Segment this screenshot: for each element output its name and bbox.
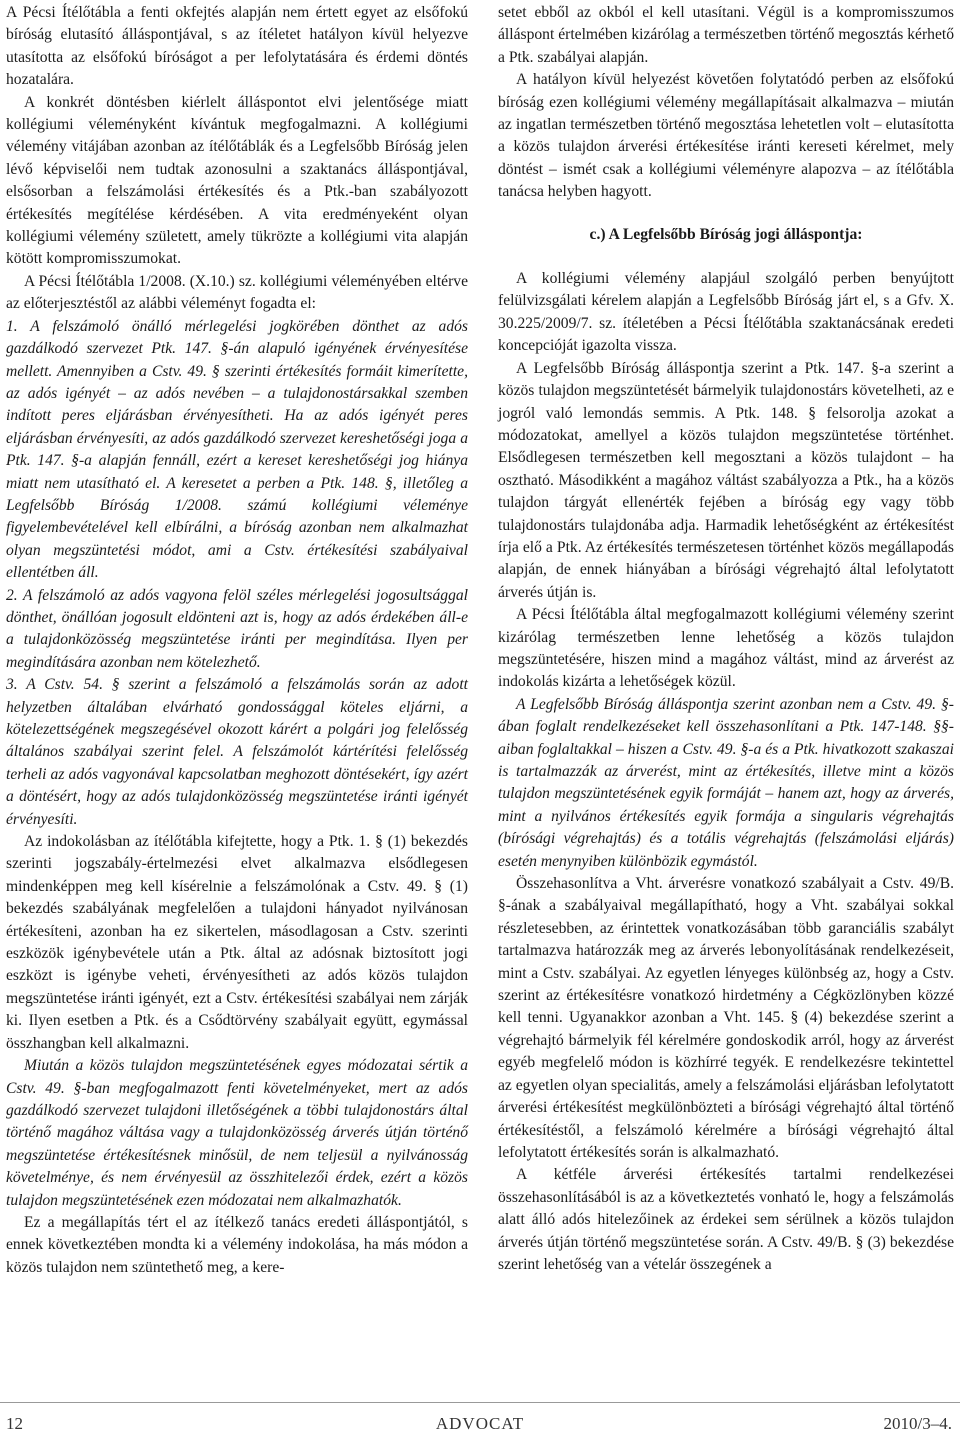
magazine-name: ADVOCAT [435,1414,525,1433]
paragraph: A hatályon kívül helyezést követően folytatódó perben az elsőfokú bíróság ezen kollégiumi vélemény megállapításait alkalmazva – miután az ingatlan természetben történő megosztása lehetetlen volt – elutasította a közös tulajdon árverési értékesítése iránti kereseti kérelmet, mely döntést – ismét csak a kollégiumi véleményre alapozva – az ítélőtábla tanácsa helyben hagyott. [498,71,954,201]
issue-number: 2010/3–4. [883,1414,952,1433]
paragraph: A Legfelsőbb Bíróság álláspontja szerint a Ptk. 147. §-a szerint a közös tulajdon megszüntetését bármelyik tulajdonostárs követelheti, az e jogról való lemondás semmis. A Ptk. 148. § felsorolja azokat a módozatokat, amellyel a közös tulajdon megszüntetése történhet. Elsődlegesen természetben kell megosztani a közös tulajdont – ha osztható. Másodikként a magához váltást szabályozza a Ptk., ha a közös tulajdon tárgyát ellenérték fejében a bíróság egy vagy több tulajdonostárs tulajdonába adja. Harmadik lehetőségként az értékesítést írja elő a Ptk. Az értékesítés természetesen történhet közös megállapodás alapján, de ennek hiányában a bírósági végrehajtó által lefolytatott árverés útján is. [498,359,954,601]
paragraph: A kétféle árverési értékesítés tartalmi rendelkezései összehasonlításából is az a következtetés vonható le, hogy a felszámolás alatt álló adós hitelezőinek az érdekei sem sérülnek a közös tulajdon árverés útján történő megszüntetése során. A Cstv. 49/B. § (3) bekezdése szerint lehetőség van a vételár összegének a [498,1166,954,1273]
opinion-item-1: 1. A felszámoló önálló mérlegelési jogkörében dönthet az adós gazdálkodó szervezet Ptk. 147. §-án alapuló igényének érvényesítése mellett. Amennyiben a Cstv. 49. § szerinti értékesítés formáit kimerítette, az adós igényét – az adós nevében – a tulajdonostársakkal szemben indított peres eljárásban érvényesítheti. Ha az adós igényét peres eljárásban érvényesíti, az adós gazdálkodó szervezet kereshetőségi joga a Ptk. 147. §-a alapján fennáll, ezért a kereset kereshetőségi jog hiánya miatt nem utasítható el. A keresetet a perben a Ptk. 148. §, illetőleg a Legfelsőbb Bíróság 1/2008. számú kollégiumi véleménye figyelembevételével kell elbírálni, a bíróság azonban nem alkalmazhat olyan megszüntetési módot, ami a Cstv. értékesítési szabályaival ellentétben áll. [6,317,468,582]
section-heading: c.) A Legfelsőbb Bíróság jogi álláspontja: [589,225,863,243]
opinion-item-2: 2. A felszámoló az adós vagyona felöl széles mérlegelési jogosultsággal dönthet, önállóan jogosult eldönteni azt is, hogy az adós érdekében áll-e a tulajdonközösség megszüntetése iránti per megindítása. Ilyen per megindítására azonban nem kötelezhető. [6,586,468,671]
page-number: 12 [6,1414,23,1433]
opinion-item-3: 3. A Cstv. 54. § szerint a felszámoló a felszámolás során az adott helyzetben általában elvárható gondossággal köteles eljárni, a kötelezettségének megszegésével okozott kárért a polgári jog felelősség általános szabályai szerint felel. A felszámolót kártérítési felelősség terheli az adós vagyonával kapcsolatban meghozott döntésekért, így azért a döntésért, hogy az adós tulajdonközösség megszüntetése iránti igényét érvényesíti. [6,676,468,828]
right-column [498,2,954,1276]
paragraph: Miután a közös tulajdon megszüntetésének egyes módozatai sértik a Cstv. 49. §-ban megfogalmazott fenti követelményeket, mert az adós gazdálkodó szervezet tulajdoni illetőségének a többi tulajdonostárs által történő magához váltása vagy a tulajdonközösség árverés útján történő megszüntetése értékesítésnek minősül, de nem teljesül a nyilvánosság követelménye, és nem érvényesül az összhitelezői érdek, ezért a közös tulajdon megszüntetésének ezen módozatai nem alkalmazhatók. [6,1057,468,1209]
paragraph: A Pécsi Ítélőtábla által megfogalmazott kollégiumi vélemény szerint kizárólag természetben lenne lehetőség a közös tulajdon megszüntetésére, hiszen mind a magához váltást, mind az árverést az indokolás kizárta a lehetőségek közül. [498,606,954,691]
paragraph: A kollégiumi vélemény alapjául szolgáló perben benyújtott felülvizsgálati kérelem alapján a Legfelsőbb Bíróság járt el, s a Gfv. X. 30.225/2009/7. sz. ítéletében a Pécsi Ítélőtábla szaktanácsának eredeti koncepcióját igazolta vissza. [498,270,954,355]
paragraph: A Pécsi Ítélőtábla a fenti okfejtés alapján nem értett egyet az elsőfokú bíróság elutasító álláspontjával, s az ítéletet hatályon kívül helyezve utasította az elsőfokú bíróságot a per lefolytatására és érdemi döntés hozatalára. [6,4,468,89]
page-footer [0,1414,960,1440]
footer-rule [0,1402,960,1403]
paragraph: A konkrét döntésben kiérlelt álláspontot elvi jelentősége miatt kollégiumi véleményként kívántuk megfogalmazni. A kollégiumi vélemény vitájában azonban az ítélőtáblák és a Legfelsőbb Bíróság jelen lévő képviselői nem tudtak azonosulni a szaktanács álláspontjával, elsősorban a felszámolási értékesítés és a Ptk.-ban szabályozott értékesítés megítélése kérdésében. A vita eredményeként olyan kollégiumi vélemény született, amely tükrözte a kollégiumi vita alapján kötött kompromisszumokat. [6,93,468,268]
paragraph: A Pécsi Ítélőtábla 1/2008. (X.10.) sz. kollégiumi véleményében eltérve az előterjesztéstől az alábbi véleményt fogadta el: [6,272,468,313]
paragraph: Összehasonlítva a Vht. árverésre vonatkozó szabályait a Cstv. 49/B. §-ának a szabályaival megállapítható, hogy a Vht. szabályai sokkal részletesebben, az érintettek vonatkozásában több garanciális szabályt tartalmazva határozzák meg az árverés lebonyolításának rendelkezéseit, mint a Cstv. szabályai. Az egyetlen lényeges különbség az, hogy a Cstv. szerint az értékesítésre vonatkozó hirdetmény a Cégközlönyben közzé kell tenni. Ugyanakkor azonban a Vht. 145. § (4) bekezdése szerint a végrehajtó bármelyik fél kérelmére gondoskodik arról, hogy az árverést egyéb megfelelő módon is közhírré tegyék. E rendelkezésre tekintettel az egyetlen olyan specialitás, amely a felszámolási eljárásban lefolytatott árverési értékesítést megkülönbözteti a bírósági végrehajtó által történő értékesítéstől, a felszámoló kérelmére a bírósági végrehajtó által lefolytatott értékesítés során is alkalmazható. [498,875,954,1161]
paragraph: setet ebből az okból el kell utasítani. Végül is a kompromisszumos álláspont értelmében kizárólag a természetben történő megosztás kérhető a Ptk. szabályai alapján. [498,4,954,66]
paragraph: A Legfelsőbb Bíróság álláspontja szerint azonban nem a Cstv. 49. §-ában foglalt rendelkezéseket kell összehasonlítani a Ptk. 147-148. §§-aiban foglaltakkal – hiszen a Cstv. 49. §-a és a Ptk. hivatkozott szakaszai is tartalmazzák az árverést, mint az értékesítés, illetve mint a közös tulajdon megszüntetésének egyik formáját – hanem azt, hogy az árverés, mint a nyilvános értékesítés egyik formája a singularis végrehajtás (bírósági végrehajtás) és a totális végrehajtás (felszámolási eljárás) esetén menynyiben különbözik egymástól. [498,695,954,870]
paragraph: Az indokolásban az ítélőtábla kifejtette, hogy a Ptk. 1. § (1) bekezdés szerinti jogszabály-értelmezési elvet alkalmazva elsődlegesen mindenképpen meg kell kísérelnie a felszámolónak a Cstv. 49. § (1) bekezdés szabályának megfelelően a tulajdoni hányadot nyilvánosan értékesíteni, azonban ha ez sikertelen, másodlagosan a Cstv. szerinti eszközök igénybevétele után a Ptk. által az adósnak biztosított jogi eszközt is igénybe veheti, érvényesítheti az adós közös tulajdon megszüntetése iránti igényét, ezt a Cstv. értékesítési szabályai nem zárják ki. Ilyen esetben a Ptk. és a Csődtörvény szabályait együtt, egymással összhangban kell alkalmazni. [6,833,468,1052]
left-column [6,2,468,1279]
paragraph: Ez a megállapítás tért el az ítélkező tanács eredeti álláspontjától, s ennek következtében mondta ki a vélemény indokolása, ha más módon a közös tulajdon nem szüntethető meg, a kere- [6,1213,468,1276]
